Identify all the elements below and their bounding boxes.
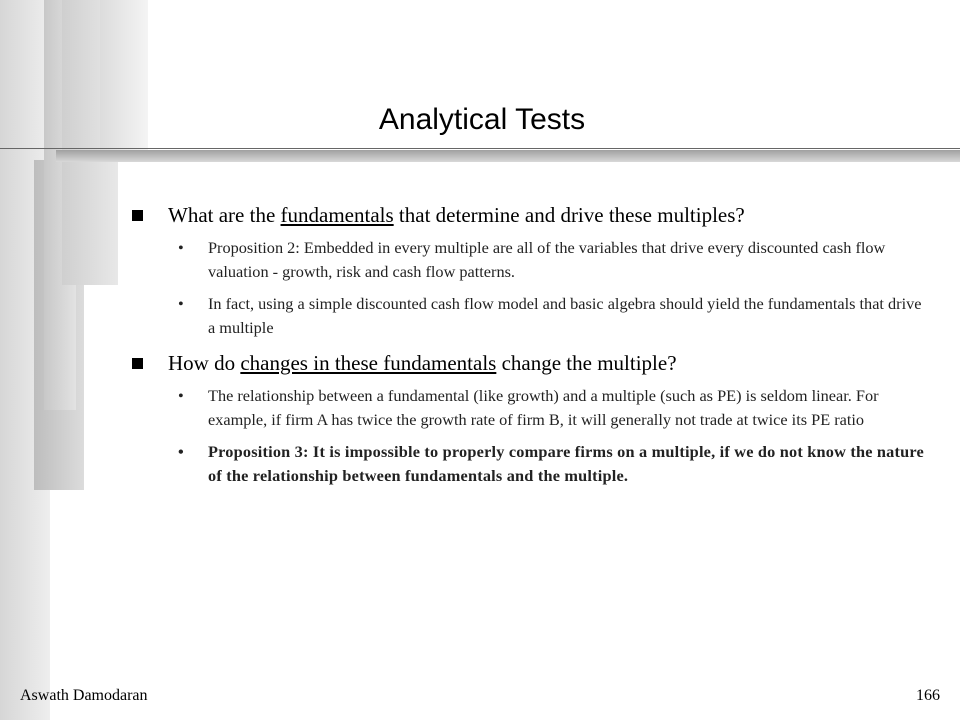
square-bullet-icon: [132, 358, 143, 369]
square-bullet-icon: [132, 210, 143, 221]
dot-bullet-icon: •: [178, 442, 184, 461]
sub-bullet-relationship: [130, 384, 930, 432]
title-rule: [56, 150, 960, 162]
decor-bar: [100, 0, 148, 160]
sub-bullet-text: In fact, using a simple discounted cash flow model and basic algebra should yield the fundamentals that drive a multiple: [208, 294, 922, 337]
main-bullet-changes: [130, 348, 930, 378]
bullet-text-post: that determine and drive these multiples?: [393, 203, 745, 227]
footer-author: Aswath Damodaran: [20, 687, 148, 704]
footer-page-number: 166: [916, 687, 940, 704]
dot-bullet-icon: •: [178, 294, 184, 313]
bullet-text-underlined: changes in these fundamentals: [240, 351, 497, 375]
sub-bullet-list: [130, 236, 930, 340]
dot-bullet-icon: •: [178, 386, 184, 405]
bullet-text-underlined: fundamentals: [280, 203, 394, 227]
sub-bullet-text: The relationship between a fundamental (like growth) and a multiple (such as PE) is seldom linear. For example, if firm A has twice the growth rate of firm B, it will generally not trade at twice its PE ratio: [208, 386, 879, 429]
title-rule-thin: [0, 148, 960, 149]
slide-body: [130, 200, 930, 496]
sub-bullet-list: [130, 384, 930, 488]
dot-bullet-icon: •: [178, 238, 184, 257]
sub-bullet-dcf-algebra: [130, 292, 930, 340]
slide-title: Analytical Tests: [378, 103, 586, 136]
main-bullet-fundamentals: [130, 200, 930, 230]
sub-bullet-text: Proposition 3: It is impossible to properly compare firms on a multiple, if we do not know the nature of the relationship between fundamentals and the multiple.: [208, 442, 924, 485]
sub-bullet-text: Proposition 2: Embedded in every multiple are all of the variables that drive every discounted cash flow valuation - growth, risk and cash flow patterns.: [208, 238, 886, 281]
bullet-text-pre: What are the: [168, 203, 281, 227]
sub-bullet-proposition-3: [130, 440, 930, 488]
bullet-text-pre: How do: [168, 351, 241, 375]
bullet-text-post: change the multiple?: [496, 351, 677, 375]
sub-bullet-proposition-2: [130, 236, 930, 284]
